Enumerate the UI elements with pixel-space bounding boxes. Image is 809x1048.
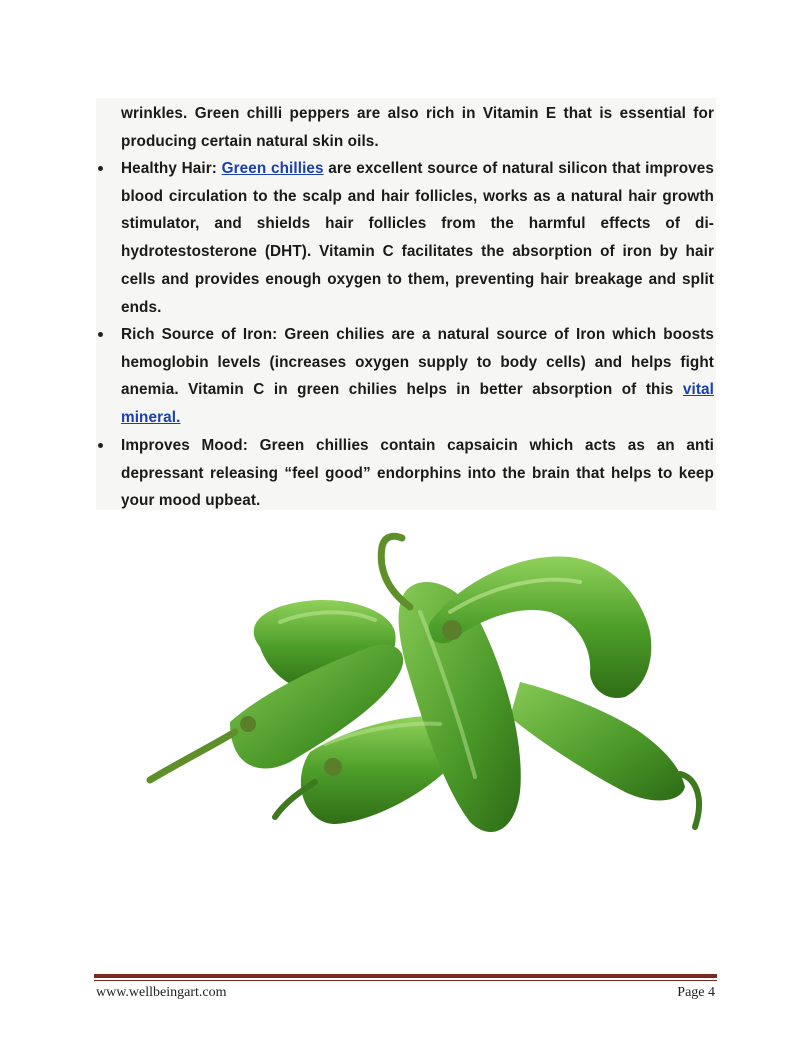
footer-website: www.wellbeingart.com [96,985,227,1000]
bullet-dot [98,443,103,448]
footer-page-number: Page 4 [677,985,715,1000]
bullet-item-iron [96,321,716,432]
chilli-calyx [240,716,256,732]
bullet-dot [98,332,103,337]
footer-divider-thin [94,980,717,981]
bullet-item-mood [96,432,716,515]
footer-divider [94,974,717,978]
chilli-pepper-right [510,682,685,800]
bullet-item-healthy-hair [96,155,716,321]
bullet-dot [98,166,103,171]
green-chilli-image [120,512,738,890]
bullet-text [121,321,714,432]
bullet-text-before: Rich Source of Iron: Green chilies are a natural source of Iron which boosts hemoglobin levels (increases oxygen supply to body cells) and helps fight anemia. Vitamin C in green chilies helps in better absorption of this [121,326,714,399]
article-text-block [96,98,716,510]
chilli-illustration [120,512,738,890]
chilli-stem-left [150,732,235,780]
bullet-text-before: Healthy Hair: [121,160,222,177]
continuation-paragraph: wrinkles. Green chilli peppers are also rich in Vitamin E that is essential for producing certain natural skin oils. [121,105,714,150]
bullet-text: Improves Mood: Green chillies contain capsaicin which acts as an anti depressant releasing “feel good” endorphins into the brain that helps to keep your mood upbeat. [121,437,714,510]
chilli-calyx [324,758,342,776]
chilli-calyx [442,620,462,640]
bullet-text [121,155,714,321]
green-chillies-link[interactable]: Green chillies [221,160,324,177]
vital-mineral-link[interactable]: vital mineral. [121,381,714,427]
bullet-text-after: are excellent source of natural silicon that improves blood circulation to the scalp and hair follicles, works as a natural hair growth stimulator, and shields hair follicles from the harmful effects of di-hydrotestosterone (DHT). Vitamin C facilitates the absorption of iron by hair cells and provides enough oxygen to them, preventing hair breakage and split ends. [121,160,714,316]
